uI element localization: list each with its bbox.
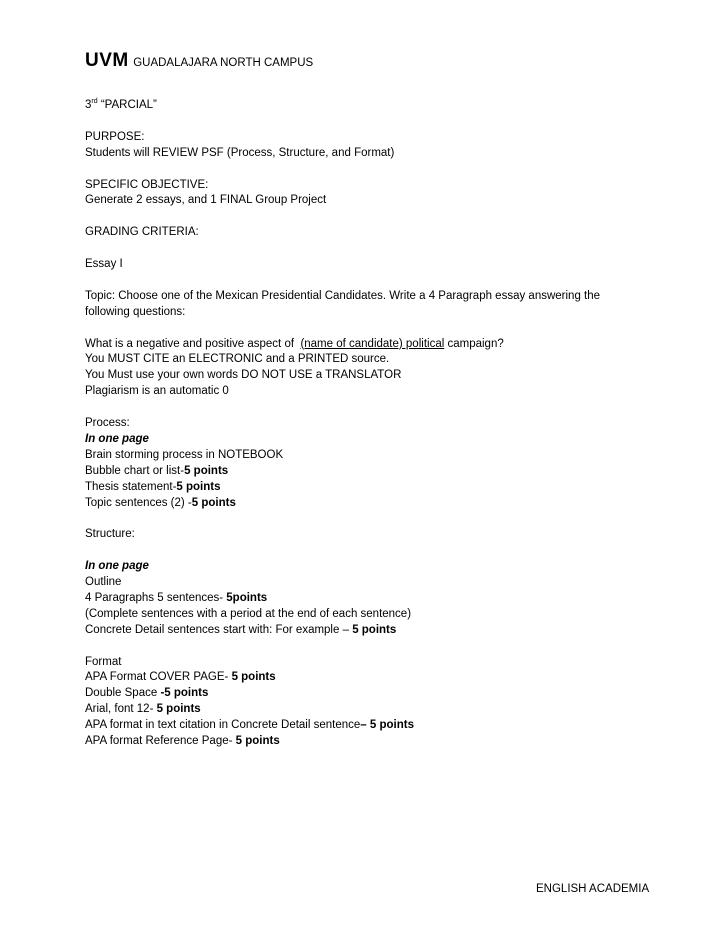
arial-font-item <box>85 702 665 718</box>
reference-points: 5 points <box>235 735 280 748</box>
topic-sentences-item <box>85 496 665 512</box>
reference-label: APA format Reference Page- <box>85 735 236 748</box>
parcial-suffix: rd <box>91 98 98 106</box>
bubble-label: Bubble chart or list- <box>85 464 185 477</box>
plagiarism-note: Plagiarism is an automatic 0 <box>85 385 229 398</box>
thesis-item <box>85 480 665 496</box>
citation-item <box>85 718 665 734</box>
process-page-note: In one page <box>85 432 149 445</box>
objective-text: Generate 2 essays, and 1 FINAL Group Project <box>85 194 327 207</box>
paragraphs-label: 4 Paragraphs 5 sentences- <box>85 591 227 604</box>
format-heading: Format <box>85 655 122 668</box>
footer-text: ENGLISH ACADEMIA <box>536 883 650 895</box>
structure-page-note: In one page <box>85 560 149 573</box>
purpose-text: Students will REVIEW PSF (Process, Structure, and Format) <box>85 146 395 159</box>
concrete-detail-item <box>85 623 665 639</box>
arial-label: Arial, font 12- <box>85 703 157 716</box>
cover-page-item <box>85 670 665 686</box>
institution-name: UVM <box>85 50 129 71</box>
outline-item: Outline <box>85 576 122 589</box>
structure-heading: Structure: <box>85 528 135 541</box>
arial-points: 5 points <box>156 703 201 716</box>
thesis-label: Thesis statement- <box>85 480 177 493</box>
parcial-label: “PARCIAL” <box>100 99 157 111</box>
double-space-item <box>85 686 665 702</box>
topic-label: Topic sentences (2) - <box>85 496 192 509</box>
topic-points: 5 points <box>191 496 236 509</box>
document-header <box>85 50 665 74</box>
parcial-line <box>85 98 665 114</box>
thesis-points: 5 points <box>176 480 221 493</box>
paragraphs-points: 5points <box>226 591 268 604</box>
essay-topic: Topic: Choose one of the Mexican Presidential Candidates. Write a 4 Paragraph essay answering the following questions: <box>85 289 601 318</box>
question-after: campaign? <box>444 337 504 350</box>
complete-sentences-note: (Complete sentences with a period at the end of each sentence) <box>85 607 412 620</box>
document-page <box>85 50 665 750</box>
campus-name: GUADALAJARA NORTH CAMPUS <box>133 57 314 69</box>
grading-heading: GRADING CRITERIA: <box>85 226 199 239</box>
purpose-heading: PURPOSE: <box>85 130 145 143</box>
objective-heading: SPECIFIC OBJECTIVE: <box>85 178 209 191</box>
own-words-requirement: You Must use your own words DO NOT USE a TRANSLATOR <box>85 369 402 382</box>
brainstorm-item: Brain storming process in NOTEBOOK <box>85 448 284 461</box>
process-heading: Process: <box>85 417 130 430</box>
parcial-number: 3 <box>85 99 92 111</box>
citation-points: – 5 points <box>360 719 414 732</box>
cover-points: 5 points <box>231 671 276 684</box>
question-before: What is a negative and positive aspect of <box>85 337 301 350</box>
concrete-points: 5 points <box>352 623 397 636</box>
citation-label: APA format in text citation in Concrete Detail sentence <box>85 719 361 732</box>
bubble-points: 5 points <box>184 464 229 477</box>
double-label: Double Space <box>85 687 161 700</box>
question-underlined: (name of candidate) political <box>300 337 445 350</box>
cite-requirement: You MUST CITE an ELECTRONIC and a PRINTED source. <box>85 353 390 366</box>
double-points: -5 points <box>160 687 209 700</box>
essay-title: Essay I <box>85 258 123 270</box>
bubble-chart-item <box>85 464 665 480</box>
essay-question <box>85 337 665 353</box>
reference-page-item <box>85 734 665 750</box>
paragraphs-item <box>85 591 665 607</box>
concrete-label: Concrete Detail sentences start with: For example – <box>85 623 353 636</box>
cover-label: APA Format COVER PAGE- <box>85 671 232 684</box>
